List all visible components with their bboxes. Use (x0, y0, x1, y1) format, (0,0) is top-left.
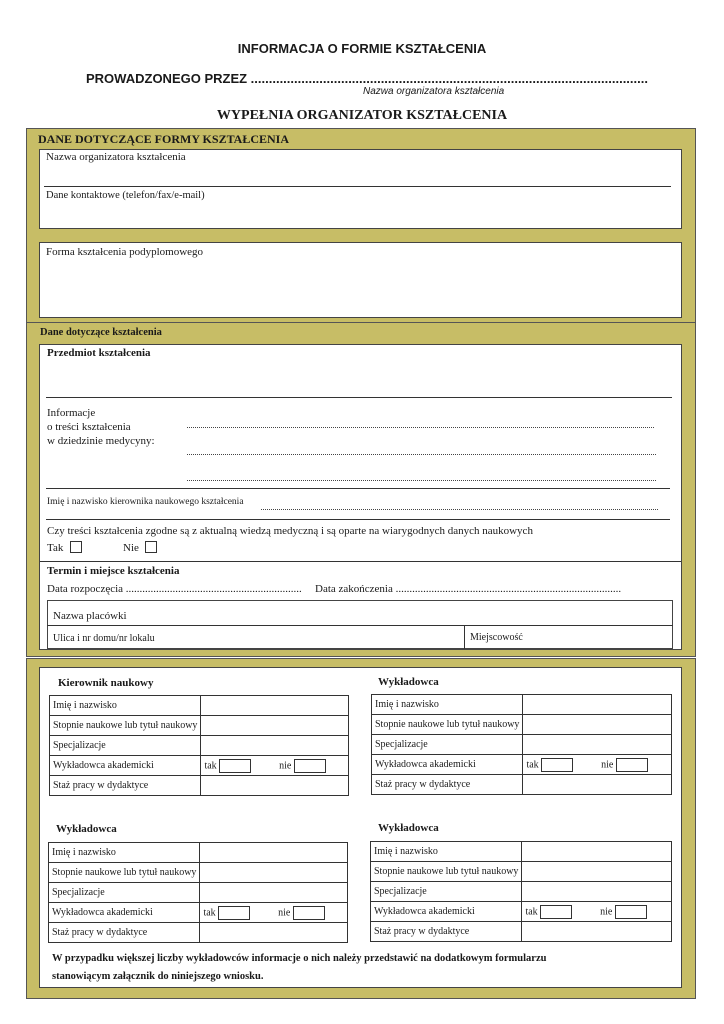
divider (46, 397, 672, 398)
table-row (371, 882, 672, 902)
specialization-field[interactable] (522, 882, 672, 902)
term-place-title: Termin i miejsce kształcenia (47, 565, 180, 577)
name-label: Imię i nazwisko (49, 843, 200, 863)
divider (47, 625, 673, 626)
name-label: Imię i nazwisko (371, 842, 522, 862)
name-label: Imię i nazwisko (372, 695, 523, 715)
experience-label: Staż pracy w dydaktyce (49, 923, 200, 943)
tak-label: tak (203, 906, 216, 918)
table-row (50, 736, 349, 756)
section-training-title: Dane dotyczące kształcenia (40, 327, 162, 338)
table-row (50, 756, 349, 776)
table-row (372, 735, 672, 755)
table-row (49, 883, 348, 903)
table-row (372, 695, 672, 715)
degree-field[interactable] (200, 863, 348, 883)
table-row (49, 923, 348, 943)
panel-title-lecturer: Wykładowca (378, 676, 439, 688)
table-row (50, 776, 349, 796)
subject-label: Przedmiot kształcenia (47, 347, 151, 359)
tak-checkbox[interactable] (219, 759, 251, 773)
scientific-head-label: Imię i nazwisko kierownika naukowego kształcenia (47, 497, 244, 507)
content-info-line[interactable] (187, 454, 656, 455)
name-field[interactable] (200, 843, 348, 863)
content-info-label-1: Informacje (47, 407, 96, 419)
name-label: Imię i nazwisko (50, 696, 201, 716)
section-form-details-title: DANE DOTYCZĄCE FORMY KSZTAŁCENIA (38, 132, 290, 146)
table-row (372, 755, 672, 775)
person-table-lecturer (48, 842, 348, 943)
name-field[interactable] (201, 696, 349, 716)
experience-label: Staż pracy w dydaktyce (50, 776, 201, 796)
city-label: Miejscowość (470, 632, 523, 643)
person-table-lecturer (371, 694, 672, 795)
no-label: Nie (123, 542, 139, 554)
evidence-question: Czy treści kształcenia zgodne są z aktualną wiedzą medyczną i są oparte na wiarygodnych danych naukowych (47, 525, 533, 537)
specialization-field[interactable] (201, 736, 349, 756)
academic-choice (523, 755, 672, 775)
table-row (49, 903, 348, 923)
tak-label: tak (526, 758, 539, 770)
academic-choice (522, 902, 672, 922)
nie-checkbox[interactable] (616, 758, 648, 772)
table-row (49, 843, 348, 863)
divider (44, 186, 671, 187)
table-row (50, 716, 349, 736)
nie-label: nie (278, 906, 291, 918)
facility-name-label: Nazwa placówki (53, 610, 127, 622)
experience-field[interactable] (201, 776, 349, 796)
nie-checkbox[interactable] (293, 906, 325, 920)
organizer-name-field[interactable] (44, 165, 670, 185)
scientific-head-field[interactable] (261, 509, 658, 510)
tak-label: tak (204, 759, 217, 771)
panel-title-lecturer: Wykładowca (378, 822, 439, 834)
person-table-lecturer (370, 841, 672, 942)
nie-checkbox[interactable] (615, 905, 647, 919)
name-field[interactable] (523, 695, 672, 715)
specialization-label: Specjalizacje (371, 882, 522, 902)
degree-field[interactable] (201, 716, 349, 736)
organizer-caption: Nazwa organizatora kształcenia (363, 86, 505, 97)
table-row (372, 775, 672, 795)
degree-label: Stopnie naukowe lub tytuł naukowy (371, 862, 522, 882)
table-row (371, 842, 672, 862)
table-row (49, 863, 348, 883)
experience-label: Staż pracy w dydaktyce (371, 922, 522, 942)
experience-label: Staż pracy w dydaktyce (372, 775, 523, 795)
nie-checkbox[interactable] (294, 759, 326, 773)
degree-label: Stopnie naukowe lub tytuł naukowy (50, 716, 201, 736)
academic-label: Wykładowca akademicki (49, 903, 200, 923)
nie-label: nie (601, 758, 614, 770)
experience-field[interactable] (523, 775, 672, 795)
street-label: Ulica i nr domu/nr lokalu (53, 633, 155, 644)
degree-label: Stopnie naukowe lub tytuł naukowy (372, 715, 523, 735)
experience-field[interactable] (200, 923, 348, 943)
panel-title-lecturer: Wykładowca (56, 823, 117, 835)
organizer-name-label: Nazwa organizatora kształcenia (46, 151, 186, 163)
specialization-field[interactable] (523, 735, 672, 755)
table-row (371, 902, 672, 922)
experience-field[interactable] (522, 922, 672, 942)
academic-label: Wykładowca akademicki (371, 902, 522, 922)
start-date-field[interactable]: Data rozpoczęcia ................................................................ (47, 583, 302, 595)
tak-checkbox[interactable] (540, 905, 572, 919)
academic-choice (200, 903, 348, 923)
end-date-field[interactable]: Data zakończenia .................................................................................. (315, 583, 622, 595)
contact-field[interactable] (44, 204, 670, 226)
person-table-scientific-head (49, 695, 349, 796)
table-row (50, 696, 349, 716)
tak-checkbox[interactable] (218, 906, 250, 920)
additional-lecturers-note: W przypadku większej liczby wykładowców informacje o nich należy przedstawić na dodatkowym formularzu (52, 953, 547, 964)
academic-label: Wykładowca akademicki (372, 755, 523, 775)
postgrad-form-label: Forma kształcenia podyplomowego (46, 246, 204, 258)
divider (46, 519, 670, 520)
nie-label: nie (279, 759, 292, 771)
subject-field[interactable] (46, 361, 670, 395)
yes-checkbox[interactable] (70, 541, 82, 553)
specialization-field[interactable] (200, 883, 348, 903)
content-info-line[interactable] (187, 427, 654, 428)
academic-choice (201, 756, 349, 776)
street-field[interactable] (160, 628, 460, 646)
no-checkbox[interactable] (145, 541, 157, 553)
specialization-label: Specjalizacje (49, 883, 200, 903)
facility-name-field[interactable] (150, 604, 668, 622)
contact-label: Dane kontaktowe (telefon/fax/e-mail) (46, 190, 205, 201)
content-info-line[interactable] (187, 480, 656, 481)
tak-checkbox[interactable] (541, 758, 573, 772)
form-title: INFORMACJA O FORMIE KSZTAŁCENIA (237, 41, 487, 56)
tak-label: tak (525, 905, 538, 917)
specialization-label: Specjalizacje (50, 736, 201, 756)
organizer-line: PROWADZONEGO PRZEZ .............................................................................................................. (86, 71, 648, 86)
address-column-divider (464, 626, 465, 649)
divider (46, 488, 670, 489)
table-row (372, 715, 672, 735)
degree-label: Stopnie naukowe lub tytuł naukowy (49, 863, 200, 883)
panel-title-scientific-head: Kierownik naukowy (58, 677, 154, 689)
table-row (371, 922, 672, 942)
content-info-label-2: o treści kształcenia (47, 421, 131, 433)
nie-label: nie (600, 905, 613, 917)
fill-by-heading: WYPEŁNIA ORGANIZATOR KSZTAŁCENIA (216, 108, 508, 123)
name-field[interactable] (522, 842, 672, 862)
specialization-label: Specjalizacje (372, 735, 523, 755)
content-info-label-3: w dziedzinie medycyny: (47, 435, 155, 447)
divider (40, 561, 681, 562)
academic-label: Wykładowca akademicki (50, 756, 201, 776)
degree-field[interactable] (522, 862, 672, 882)
table-row (371, 862, 672, 882)
yes-label: Tak (47, 542, 64, 554)
additional-lecturers-note-2: stanowiącym załącznik do niniejszego wniosku. (52, 971, 264, 982)
degree-field[interactable] (523, 715, 672, 735)
